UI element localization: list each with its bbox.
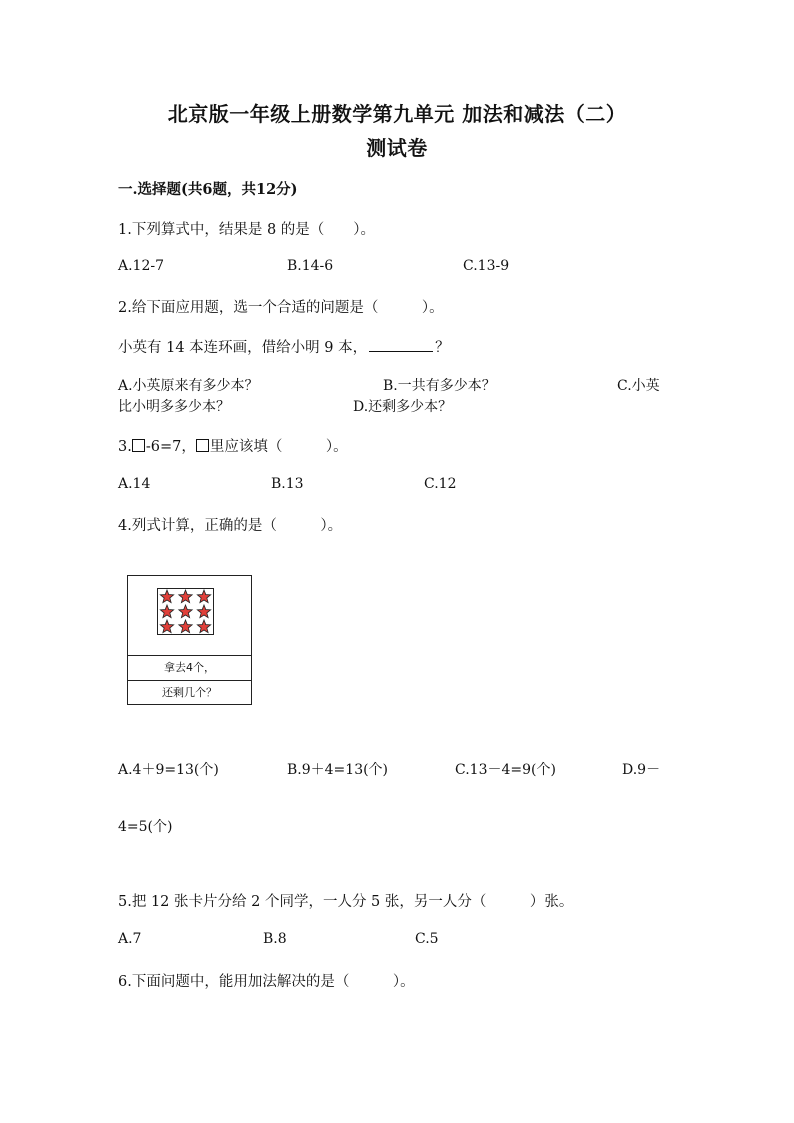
star-icon [197,620,210,633]
question-4-option-a[interactable]: A.4＋9=13(个) [118,762,219,778]
star-icon [197,590,210,603]
star-icon [179,620,192,633]
stars-picture [128,576,251,656]
stars-group [158,589,213,634]
question-3-option-b[interactable]: B.13 [271,476,304,492]
question-1-option-c[interactable]: C.13-9 [463,258,510,274]
star-icon [160,620,173,633]
question-2-stem: 2.给下面应用题，选一个合适的问题是（ ）。 [118,300,444,316]
star-icon [197,605,210,618]
question-2-option-a[interactable]: A.小英原来有多少本？ [118,378,259,394]
question-4-option-c[interactable]: C.13－4=9(个) [455,762,556,778]
answer-blank [369,337,433,352]
star-icon [160,605,173,618]
question-1-stem: 1.下列算式中，结果是 8 的是（ ）。 [118,222,376,238]
question-3-prefix: 3. [118,439,132,455]
stars-frame [157,588,214,635]
blank-box-icon [132,439,145,452]
question-4-figure [127,575,252,705]
page-title-line2: 测试卷 [366,136,428,160]
question-2-option-c[interactable]: C.小英 [617,378,660,394]
question-5-option-a[interactable]: A.7 [118,931,142,947]
question-1-option-a[interactable]: A.12-7 [118,258,165,274]
question-6-stem: 6.下面问题中，能用加法解决的是（ ）。 [118,974,415,990]
question-2-option-c-continued: 比小明多多少本？ [118,399,230,415]
question-3-option-a[interactable]: A.14 [118,476,151,492]
question-2-option-b[interactable]: B.一共有多少本？ [383,378,496,394]
star-icon [160,590,173,603]
question-3-stem [118,435,348,456]
question-1-option-b[interactable]: B.14-6 [287,258,334,274]
page-title: 北京版一年级上册数学第九单元 加法和减法（二） [167,102,627,126]
question-2-option-d[interactable]: D.还剩多少本？ [353,399,453,415]
question-2-context-end: ？ [435,340,450,356]
question-5-option-c[interactable]: C.5 [415,931,439,947]
question-3-option-c[interactable]: C.12 [424,476,457,492]
question-4-option-d-continued: 4=5(个) [118,819,173,835]
question-2-context-text: 小英有 14 本连环画，借给小明 9 本， [118,340,368,356]
question-4-stem: 4.列式计算，正确的是（ ）。 [118,518,343,534]
star-icon [179,590,192,603]
question-4-option-b[interactable]: B.9＋4=13(个) [287,762,389,778]
question-5-option-b[interactable]: B.8 [263,931,287,947]
question-2-context [118,336,450,357]
section-heading: 一.选择题(共6题，共12分) [118,181,298,198]
blank-box-icon [196,439,209,452]
question-3-equation: -6=7， [145,439,196,455]
question-4-option-d[interactable]: D.9－ [622,762,661,778]
star-icon [179,605,192,618]
figure-caption-remaining: 还剩几个？ [162,686,217,699]
question-5-stem: 5.把 12 张卡片分给 2 个同学，一人分 5 张，另一人分（ ）张。 [118,894,574,910]
question-3-stem-end: 里应该填（ ）。 [209,439,348,455]
figure-caption-take-away: 拿去4个， [128,655,251,681]
